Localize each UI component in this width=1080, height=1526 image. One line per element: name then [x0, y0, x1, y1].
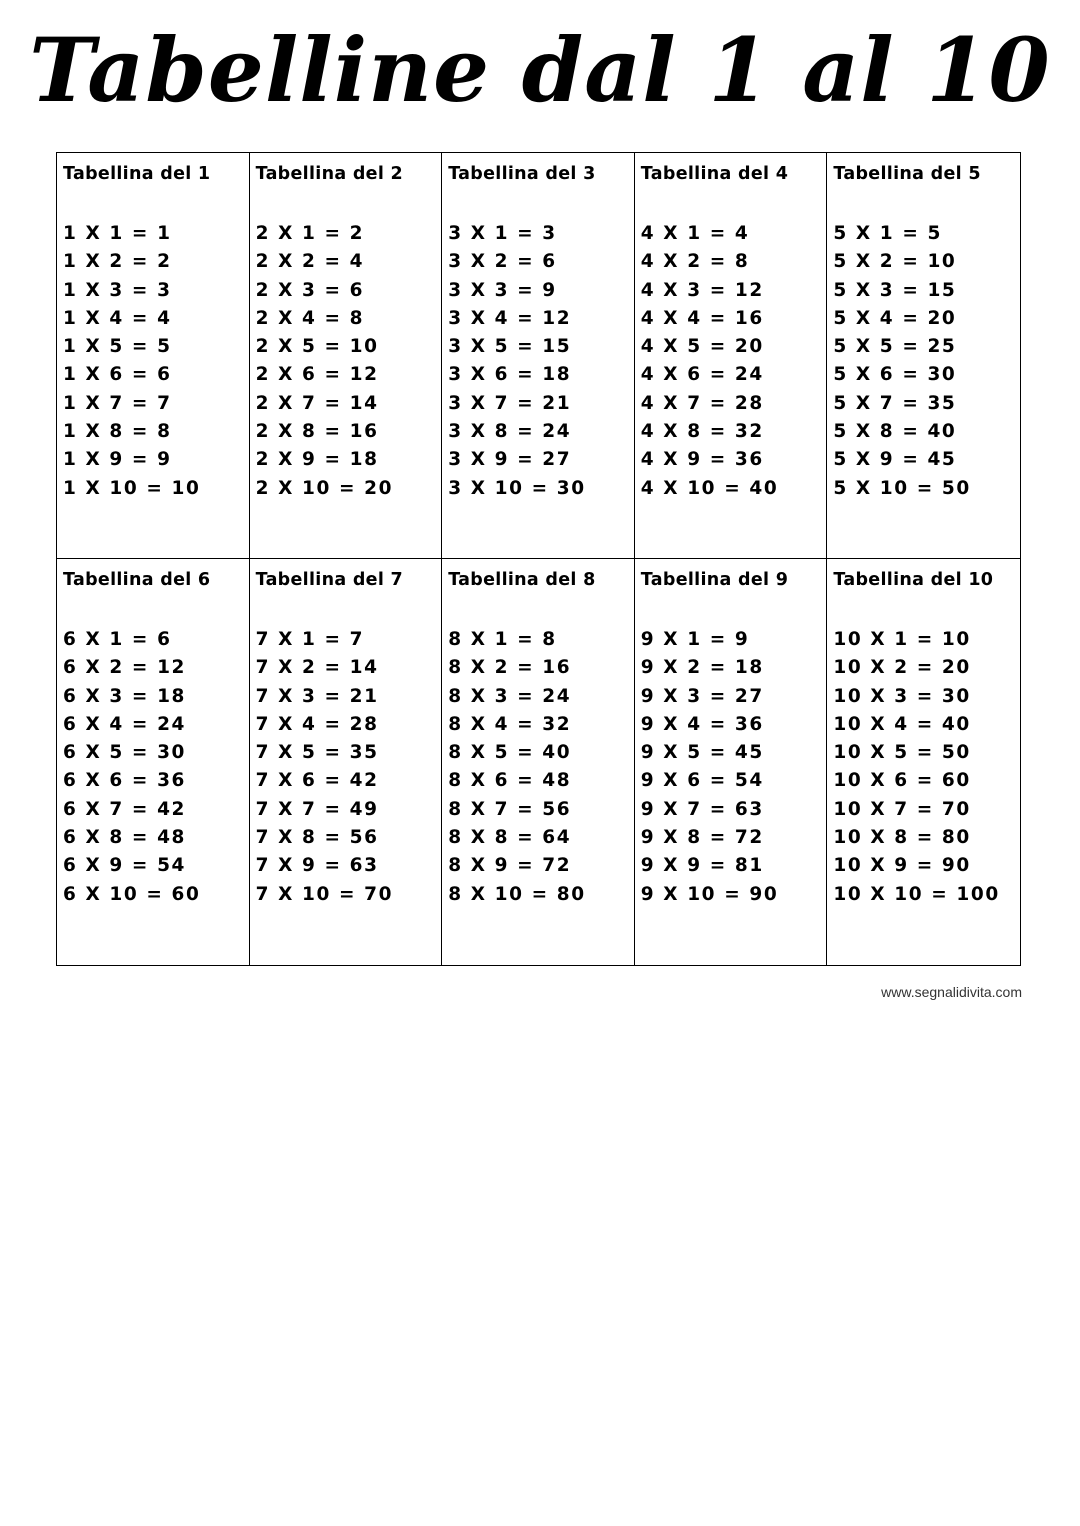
table-row: 2 X 3 = 6: [255, 279, 365, 301]
table-row: 5 X 6 = 30: [833, 364, 957, 386]
table-row: 10 X 3 = 30: [833, 685, 971, 707]
table-title: Tabellina del 3: [448, 164, 596, 184]
table-row: 1 X 8 = 8: [63, 421, 172, 443]
table-title: Tabellina del 6: [63, 570, 211, 590]
table-row: 7 X 7 = 49: [255, 798, 379, 820]
table-row: 2 X 9 = 18: [255, 449, 379, 471]
table-row: 1 X 6 = 6: [63, 364, 172, 386]
table-cell-9: [635, 559, 828, 965]
table-row: 6 X 8 = 48: [63, 827, 187, 849]
table-row: 2 X 10 = 20: [255, 477, 394, 499]
table-row: 1 X 2 = 2: [63, 251, 172, 273]
table-cell-6: [57, 559, 250, 965]
table-row: 8 X 1 = 8: [448, 629, 557, 650]
table-row: 5 X 2 = 10: [833, 251, 957, 273]
table-title: Tabellina del 4: [640, 164, 789, 184]
table-row: 2 X 5 = 10: [255, 336, 379, 358]
table-row: 9 X 9 = 81: [640, 855, 764, 877]
table-row: 6 X 7 = 42: [63, 798, 187, 820]
table-row: 7 X 9 = 63: [255, 855, 379, 877]
table-row: 10 X 7 = 70: [833, 798, 971, 820]
table-row: 6 X 9 = 54: [63, 855, 187, 877]
table-row: 8 X 5 = 40: [448, 742, 572, 764]
table-row: 2 X 1 = 2: [255, 223, 365, 244]
table-row: 6 X 2 = 12: [63, 657, 187, 679]
table-row: 9 X 3 = 27: [640, 685, 764, 707]
table-row: 9 X 8 = 72: [640, 827, 764, 849]
table-row: 8 X 4 = 32: [448, 713, 572, 735]
table-row: 1 X 10 = 10: [63, 477, 201, 499]
table-row: 9 X 7 = 63: [640, 798, 764, 820]
table-row: 9 X 10 = 90: [640, 883, 779, 905]
table-cell-8: [442, 559, 635, 965]
table-row: 9 X 4 = 36: [640, 713, 764, 735]
table-row: 2 X 6 = 12: [255, 364, 379, 386]
table-row: 6 X 1 = 6: [63, 629, 172, 650]
table-row: 5 X 3 = 15: [833, 279, 957, 301]
table-row: 10 X 9 = 90: [833, 855, 971, 877]
table-row: 7 X 1 = 7: [255, 629, 365, 650]
table-row: 3 X 6 = 18: [448, 364, 572, 386]
table-row: 7 X 6 = 42: [255, 770, 379, 792]
table-row: 7 X 5 = 35: [255, 742, 379, 764]
table-row: 3 X 4 = 12: [448, 307, 572, 329]
table-row: 10 X 1 = 10: [833, 629, 971, 650]
table-row: 2 X 2 = 4: [255, 251, 365, 273]
table-row: 1 X 9 = 9: [63, 449, 172, 471]
table-row: 9 X 6 = 54: [640, 770, 764, 792]
table-row: 9 X 1 = 9: [640, 629, 750, 650]
table-row: 3 X 10 = 30: [448, 477, 586, 499]
table-row: 7 X 3 = 21: [255, 685, 379, 707]
table-row: 8 X 2 = 16: [448, 657, 572, 679]
table-row: 3 X 1 = 3: [448, 223, 557, 244]
table-row: 10 X 4 = 40: [833, 713, 971, 735]
page-title: Tabelline dal 1 al 10: [29, 18, 1051, 122]
table-row: 5 X 9 = 45: [833, 449, 957, 471]
source-website: www.segnalidivita.com: [881, 984, 1022, 1000]
table-row: 1 X 5 = 5: [63, 336, 172, 358]
table-row: 3 X 7 = 21: [448, 392, 572, 414]
table-title: Tabellina del 7: [255, 570, 403, 590]
table-row: 6 X 4 = 24: [63, 713, 187, 735]
table-row: 4 X 2 = 8: [640, 251, 750, 273]
table-row: 1 X 1 = 1: [63, 223, 172, 244]
table-row: 4 X 7 = 28: [640, 392, 764, 414]
table-row: 4 X 6 = 24: [640, 364, 764, 386]
table-row: 5 X 4 = 20: [833, 307, 957, 329]
table-row: 3 X 8 = 24: [448, 421, 572, 443]
table-row: 3 X 9 = 27: [448, 449, 572, 471]
table-title: Tabellina del 5: [833, 164, 981, 184]
table-cell-7: [250, 559, 443, 965]
table-row: 4 X 1 = 4: [640, 223, 750, 244]
table-row: 4 X 8 = 32: [640, 421, 764, 443]
table-row: 9 X 5 = 45: [640, 742, 764, 764]
table-row: 4 X 9 = 36: [640, 449, 764, 471]
table-row: 10 X 8 = 80: [833, 827, 971, 849]
table-row: 7 X 4 = 28: [255, 713, 379, 735]
table-row: 5 X 8 = 40: [833, 421, 957, 443]
table-cell-4: [635, 153, 828, 559]
table-row: 7 X 10 = 70: [255, 883, 394, 905]
table-row: 5 X 7 = 35: [833, 392, 957, 414]
table-cell-2: [250, 153, 443, 559]
table-row: 8 X 9 = 72: [448, 855, 572, 877]
table-cell-1: [57, 153, 250, 559]
table-row: 10 X 10 = 100: [833, 883, 1000, 905]
table-row: 1 X 3 = 3: [63, 279, 172, 301]
table-row: 6 X 5 = 30: [63, 742, 187, 764]
table-row: 4 X 10 = 40: [640, 477, 779, 499]
table-title: Tabellina del 10: [833, 570, 994, 590]
table-row: 3 X 3 = 9: [448, 279, 557, 301]
table-row: 4 X 4 = 16: [640, 307, 764, 329]
table-row: 2 X 4 = 8: [255, 307, 365, 329]
table-row: 1 X 7 = 7: [63, 392, 172, 414]
table-row: 9 X 2 = 18: [640, 657, 764, 679]
table-row: 5 X 10 = 50: [833, 477, 971, 499]
table-row: 5 X 1 = 5: [833, 223, 942, 244]
table-row: 5 X 5 = 25: [833, 336, 957, 358]
table-row: 6 X 3 = 18: [63, 685, 187, 707]
table-row: 10 X 2 = 20: [833, 657, 971, 679]
table-row: 2 X 7 = 14: [255, 392, 379, 414]
table-title: Tabellina del 8: [448, 570, 596, 590]
tables-grid: [56, 152, 1021, 966]
table-row: 3 X 2 = 6: [448, 251, 557, 273]
table-row: 2 X 8 = 16: [255, 421, 379, 443]
table-cell-3: [442, 153, 635, 559]
table-row: 8 X 8 = 64: [448, 827, 572, 849]
table-row: 10 X 6 = 60: [833, 770, 971, 792]
table-row: 3 X 5 = 15: [448, 336, 572, 358]
table-row: 10 X 5 = 50: [833, 742, 971, 764]
table-row: 8 X 3 = 24: [448, 685, 572, 707]
table-row: 8 X 6 = 48: [448, 770, 572, 792]
table-row: 7 X 2 = 14: [255, 657, 379, 679]
table-cell-10: [827, 559, 1020, 965]
table-row: 4 X 3 = 12: [640, 279, 764, 301]
table-row: 7 X 8 = 56: [255, 827, 379, 849]
table-row: 8 X 10 = 80: [448, 883, 586, 905]
table-cell-5: [827, 153, 1020, 559]
table-row: 1 X 4 = 4: [63, 307, 172, 329]
table-title: Tabellina del 1: [63, 164, 211, 184]
table-row: 4 X 5 = 20: [640, 336, 764, 358]
table-row: 6 X 10 = 60: [63, 883, 201, 905]
table-row: 8 X 7 = 56: [448, 798, 572, 820]
table-title: Tabellina del 2: [255, 164, 403, 184]
table-title: Tabellina del 9: [640, 570, 789, 590]
table-row: 6 X 6 = 36: [63, 770, 187, 792]
